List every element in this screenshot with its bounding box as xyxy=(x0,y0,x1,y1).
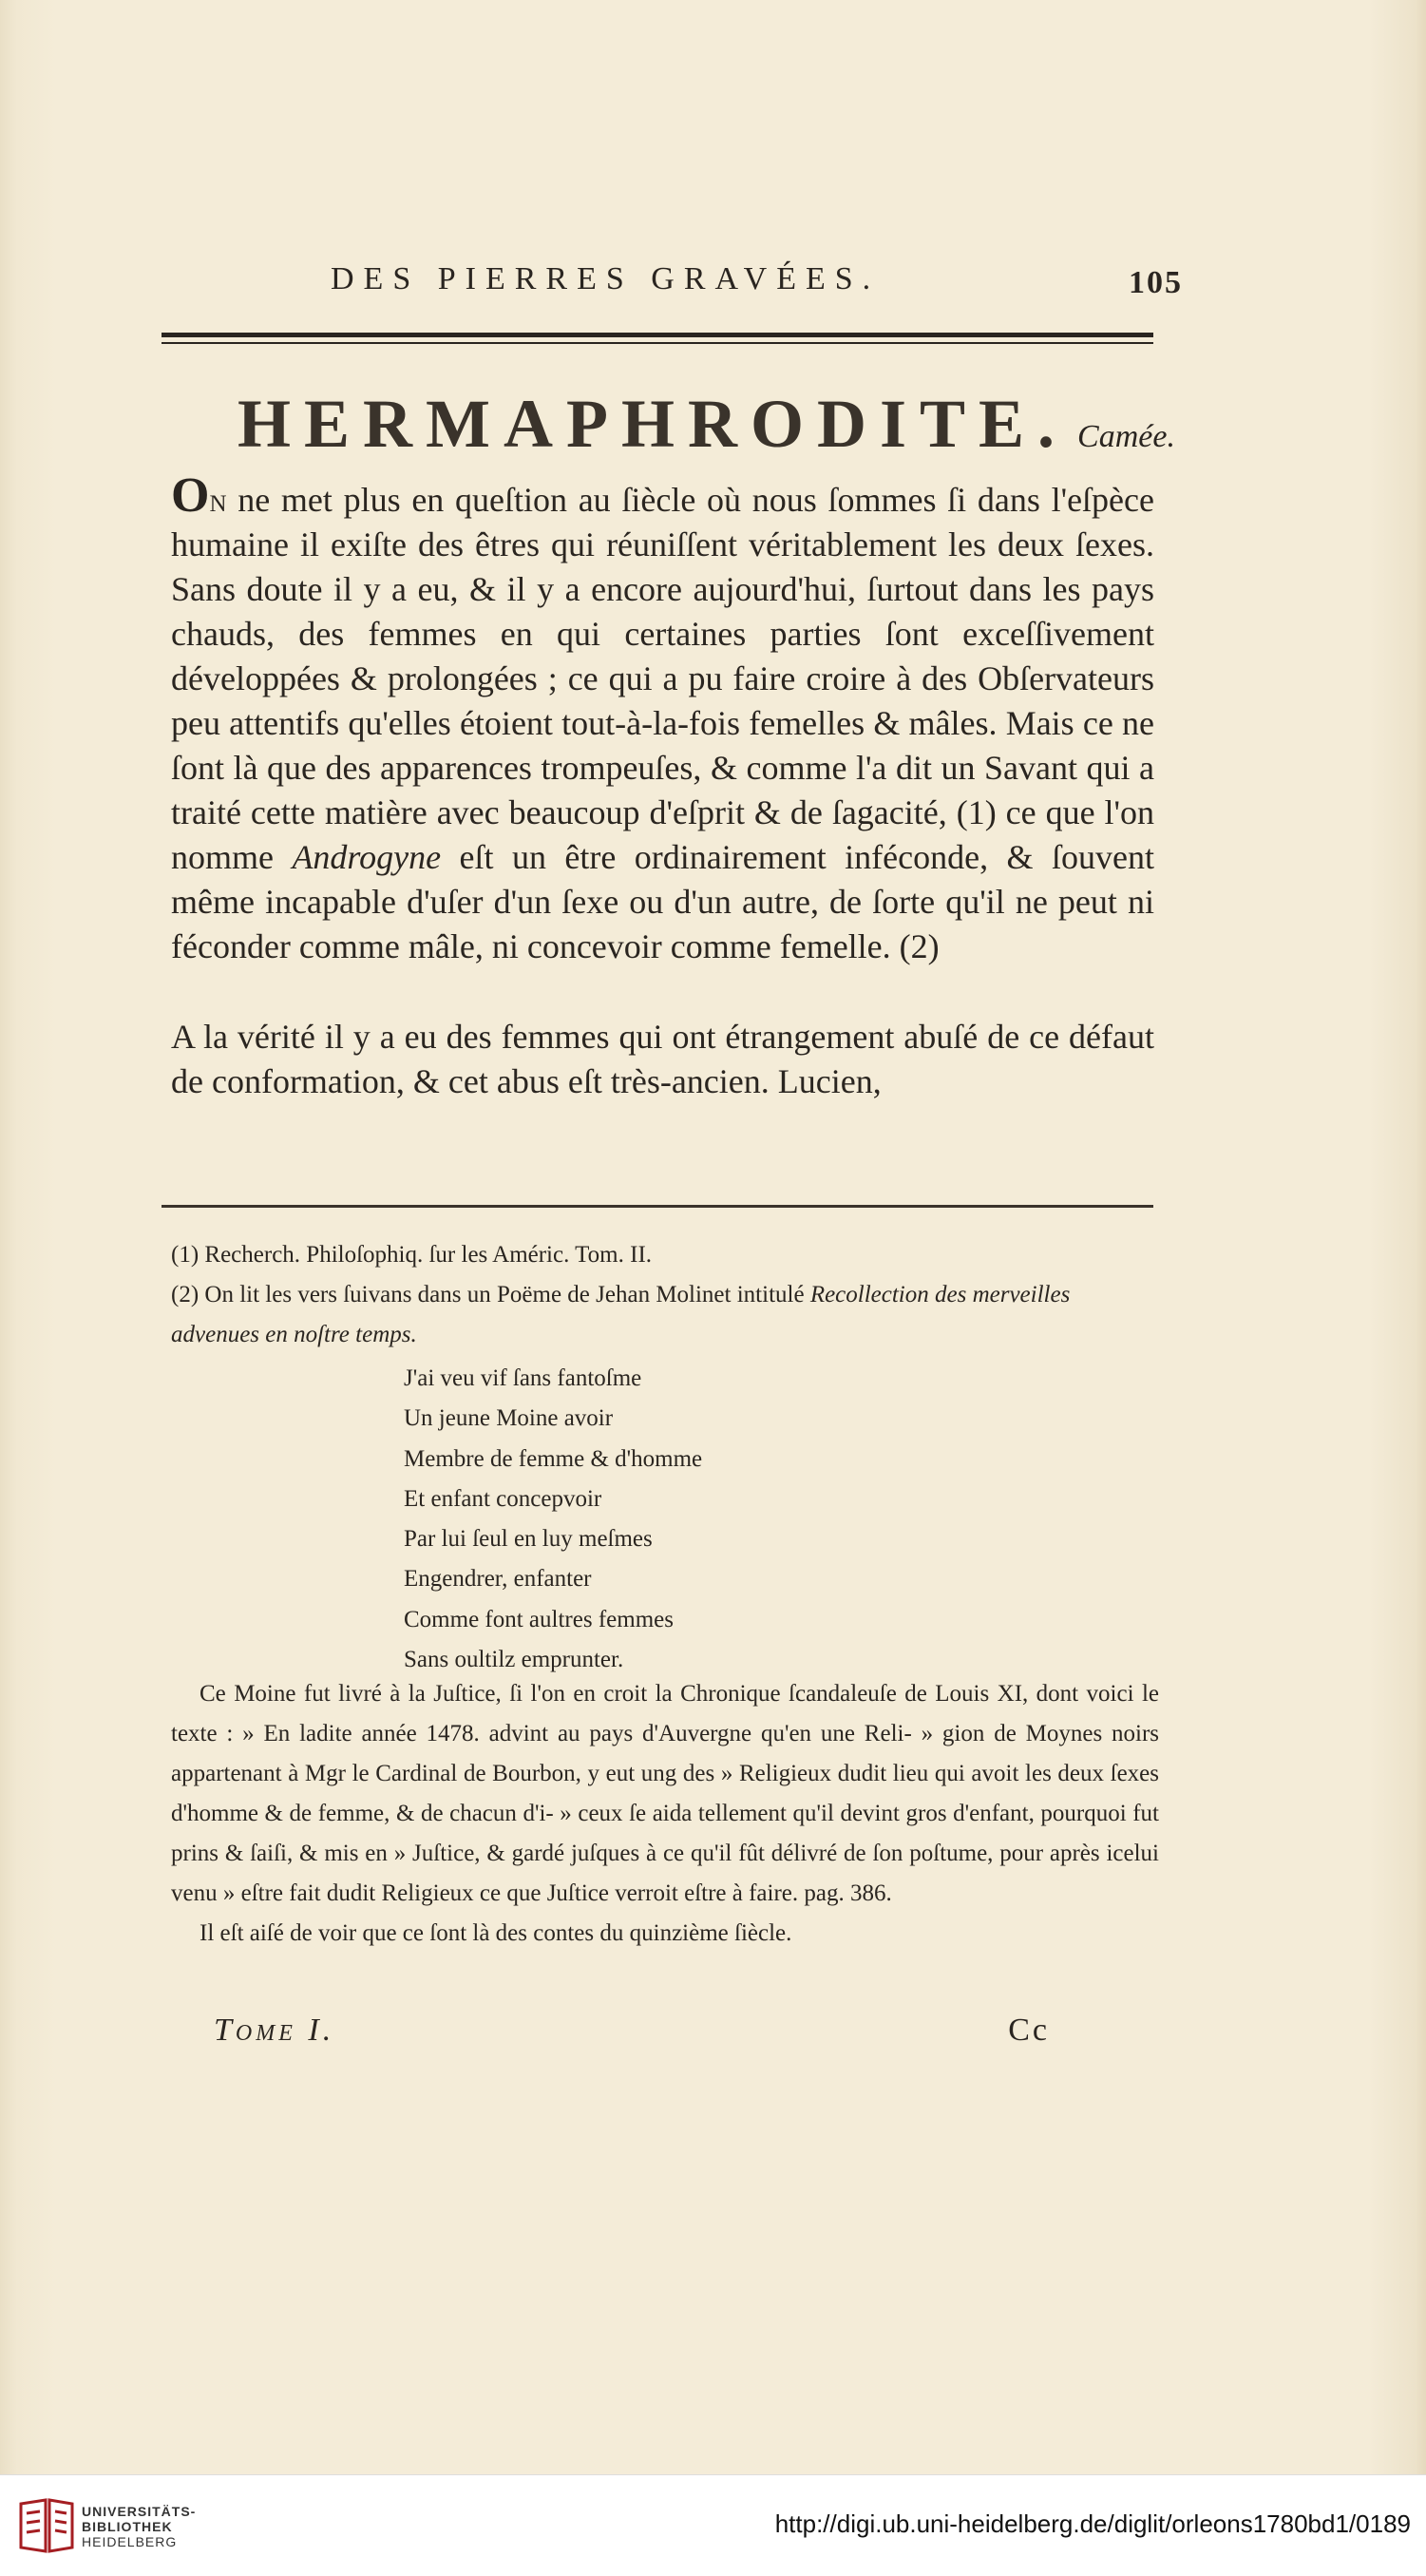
paragraph-2: A la vérité il y a eu des femmes qui ont étrangement abuſé de ce défaut de conformation, & cet abus eſt très-ancien. Lucien, xyxy=(171,1018,1154,1100)
commentary-paragraph-2: Il eſt aiſé de voir que ce ſont là des contes du quinzième ſiècle. xyxy=(200,1920,792,1946)
verse-line: Un jeune Moine avoir xyxy=(404,1405,614,1432)
drop-cap: O xyxy=(171,468,210,523)
library-logo-icon[interactable] xyxy=(17,2496,76,2555)
title-main: HERMAPHRODITE. xyxy=(238,386,1069,462)
verse-line: Par lui ſeul en luy meſmes xyxy=(404,1526,653,1553)
verse-line: Engendrer, enfanter xyxy=(404,1566,592,1593)
footnotes xyxy=(171,1235,1159,1355)
library-footer xyxy=(0,2474,1426,2576)
footnote-1: (1) Recherch. Philoſophiq. ſur les Améric. Tom. II. xyxy=(171,1242,653,1268)
paragraph-1-text: ne met plus en queſtion au ſiècle où nous ſommes ſi dans l'eſpèce humaine il exiſte des êtres qui réuniſſent véritablement les deux ſexes. Sans doute il y a eu, & il y a encore aujourd'hui, ſurtout dans les pays chauds, des femmes en qui certaines parties ſont exceſſivement développées & prolongées ; ce qui a pu faire croire à des Obſervateurs peu attentifs qu'elles étoient tout-à-la-fois femelles & mâles. Mais ce ne ſont là que des apparences trompeuſes, & comme l'a dit un Savant qui a traité cette matière avec beaucoup d'eſprit & de ſagacité, (1) ce que l'on nomme xyxy=(171,481,1154,876)
title-subtitle: Camée. xyxy=(1077,419,1175,454)
footnote-2-italic: Recollection des merveilles advenues en noſtre temps. xyxy=(171,1282,1071,1347)
commentary-paragraph-1: Ce Moine fut livré à la Juſtice, ſi l'on en croit la Chronique ſcandaleuſe de Louis XI, dont voici le texte : » En ladite année 1478. advint au pays d'Auvergne qu'en une Reli- » gion de Moynes noirs appartenant à Mgr le Cardinal de Bourbon, y eut ung des » Religieux dudit lieu qui avoit les deux ſexes d'homme & de femme, & de chacun d'i- » ceux ſe aida tellement qu'il devint gros d'enfant, pourquoi fut prins & ſaiſi, & mis en » Juſtice, & gardé juſques à ce qu'il fût délivré de ſon poſtume, pour après icelui venu » eſtre fait dudit Religieux ce que Juſtice verroit eſtre à faire. pag. 386. xyxy=(171,1681,1159,1906)
verse-line: Et enfant concepvoir xyxy=(404,1485,602,1512)
drop-cap-tail: n xyxy=(209,481,227,519)
library-name-line-2: BIBLIOTHEK xyxy=(82,2519,173,2534)
verse-line: J'ai veu vif ſans fantoſme xyxy=(404,1365,642,1391)
footnote-2-text: (2) On lit les vers ſuivans dans un Poëme de Jehan Molinet intitulé xyxy=(171,1282,810,1307)
header-rule-thin xyxy=(162,342,1153,344)
library-name-line-3: HEIDELBERG xyxy=(82,2534,178,2549)
verse-line: Sans oultilz emprunter. xyxy=(404,1647,624,1673)
header-rule-thick xyxy=(162,333,1153,337)
running-header xyxy=(323,261,1188,309)
verse-line: Comme font aultres femmes xyxy=(404,1606,674,1632)
page-number: 105 xyxy=(1129,265,1183,300)
main-text xyxy=(171,468,1154,1104)
permalink-url[interactable]: http://digi.ub.uni-heidelberg.de/diglit/orleons1780bd1/0189 xyxy=(774,2509,1411,2538)
verse-line: Membre de femme & d'homme xyxy=(404,1445,703,1472)
footnote-rule xyxy=(162,1205,1153,1208)
article-title xyxy=(238,385,1175,462)
library-name-line-1: UNIVERSITÄTS- xyxy=(82,2504,197,2519)
paragraph-1 xyxy=(171,468,1154,969)
footnote-commentary xyxy=(171,1674,1159,1954)
paragraph-1-end: eſt un être ordinairement inféconde, & ſouvent même incapable d'uſer d'un ſexe ou d'un autre, de ſorte qu'il ne peut ni féconder comme mâle, ni concevoir comme femelle. (2) xyxy=(171,838,1154,965)
running-title: DES PIERRES GRAVÉES. xyxy=(331,261,881,296)
signature-line xyxy=(214,2013,1050,2060)
footnote-2 xyxy=(171,1275,1159,1355)
paragraph-1-italic: Androgyne xyxy=(292,838,442,876)
verse-quote xyxy=(404,1359,879,1680)
gathering-mark: Cc xyxy=(1008,2013,1050,2048)
volume-mark: Tome I. xyxy=(214,2013,335,2048)
library-name[interactable] xyxy=(82,2504,196,2549)
